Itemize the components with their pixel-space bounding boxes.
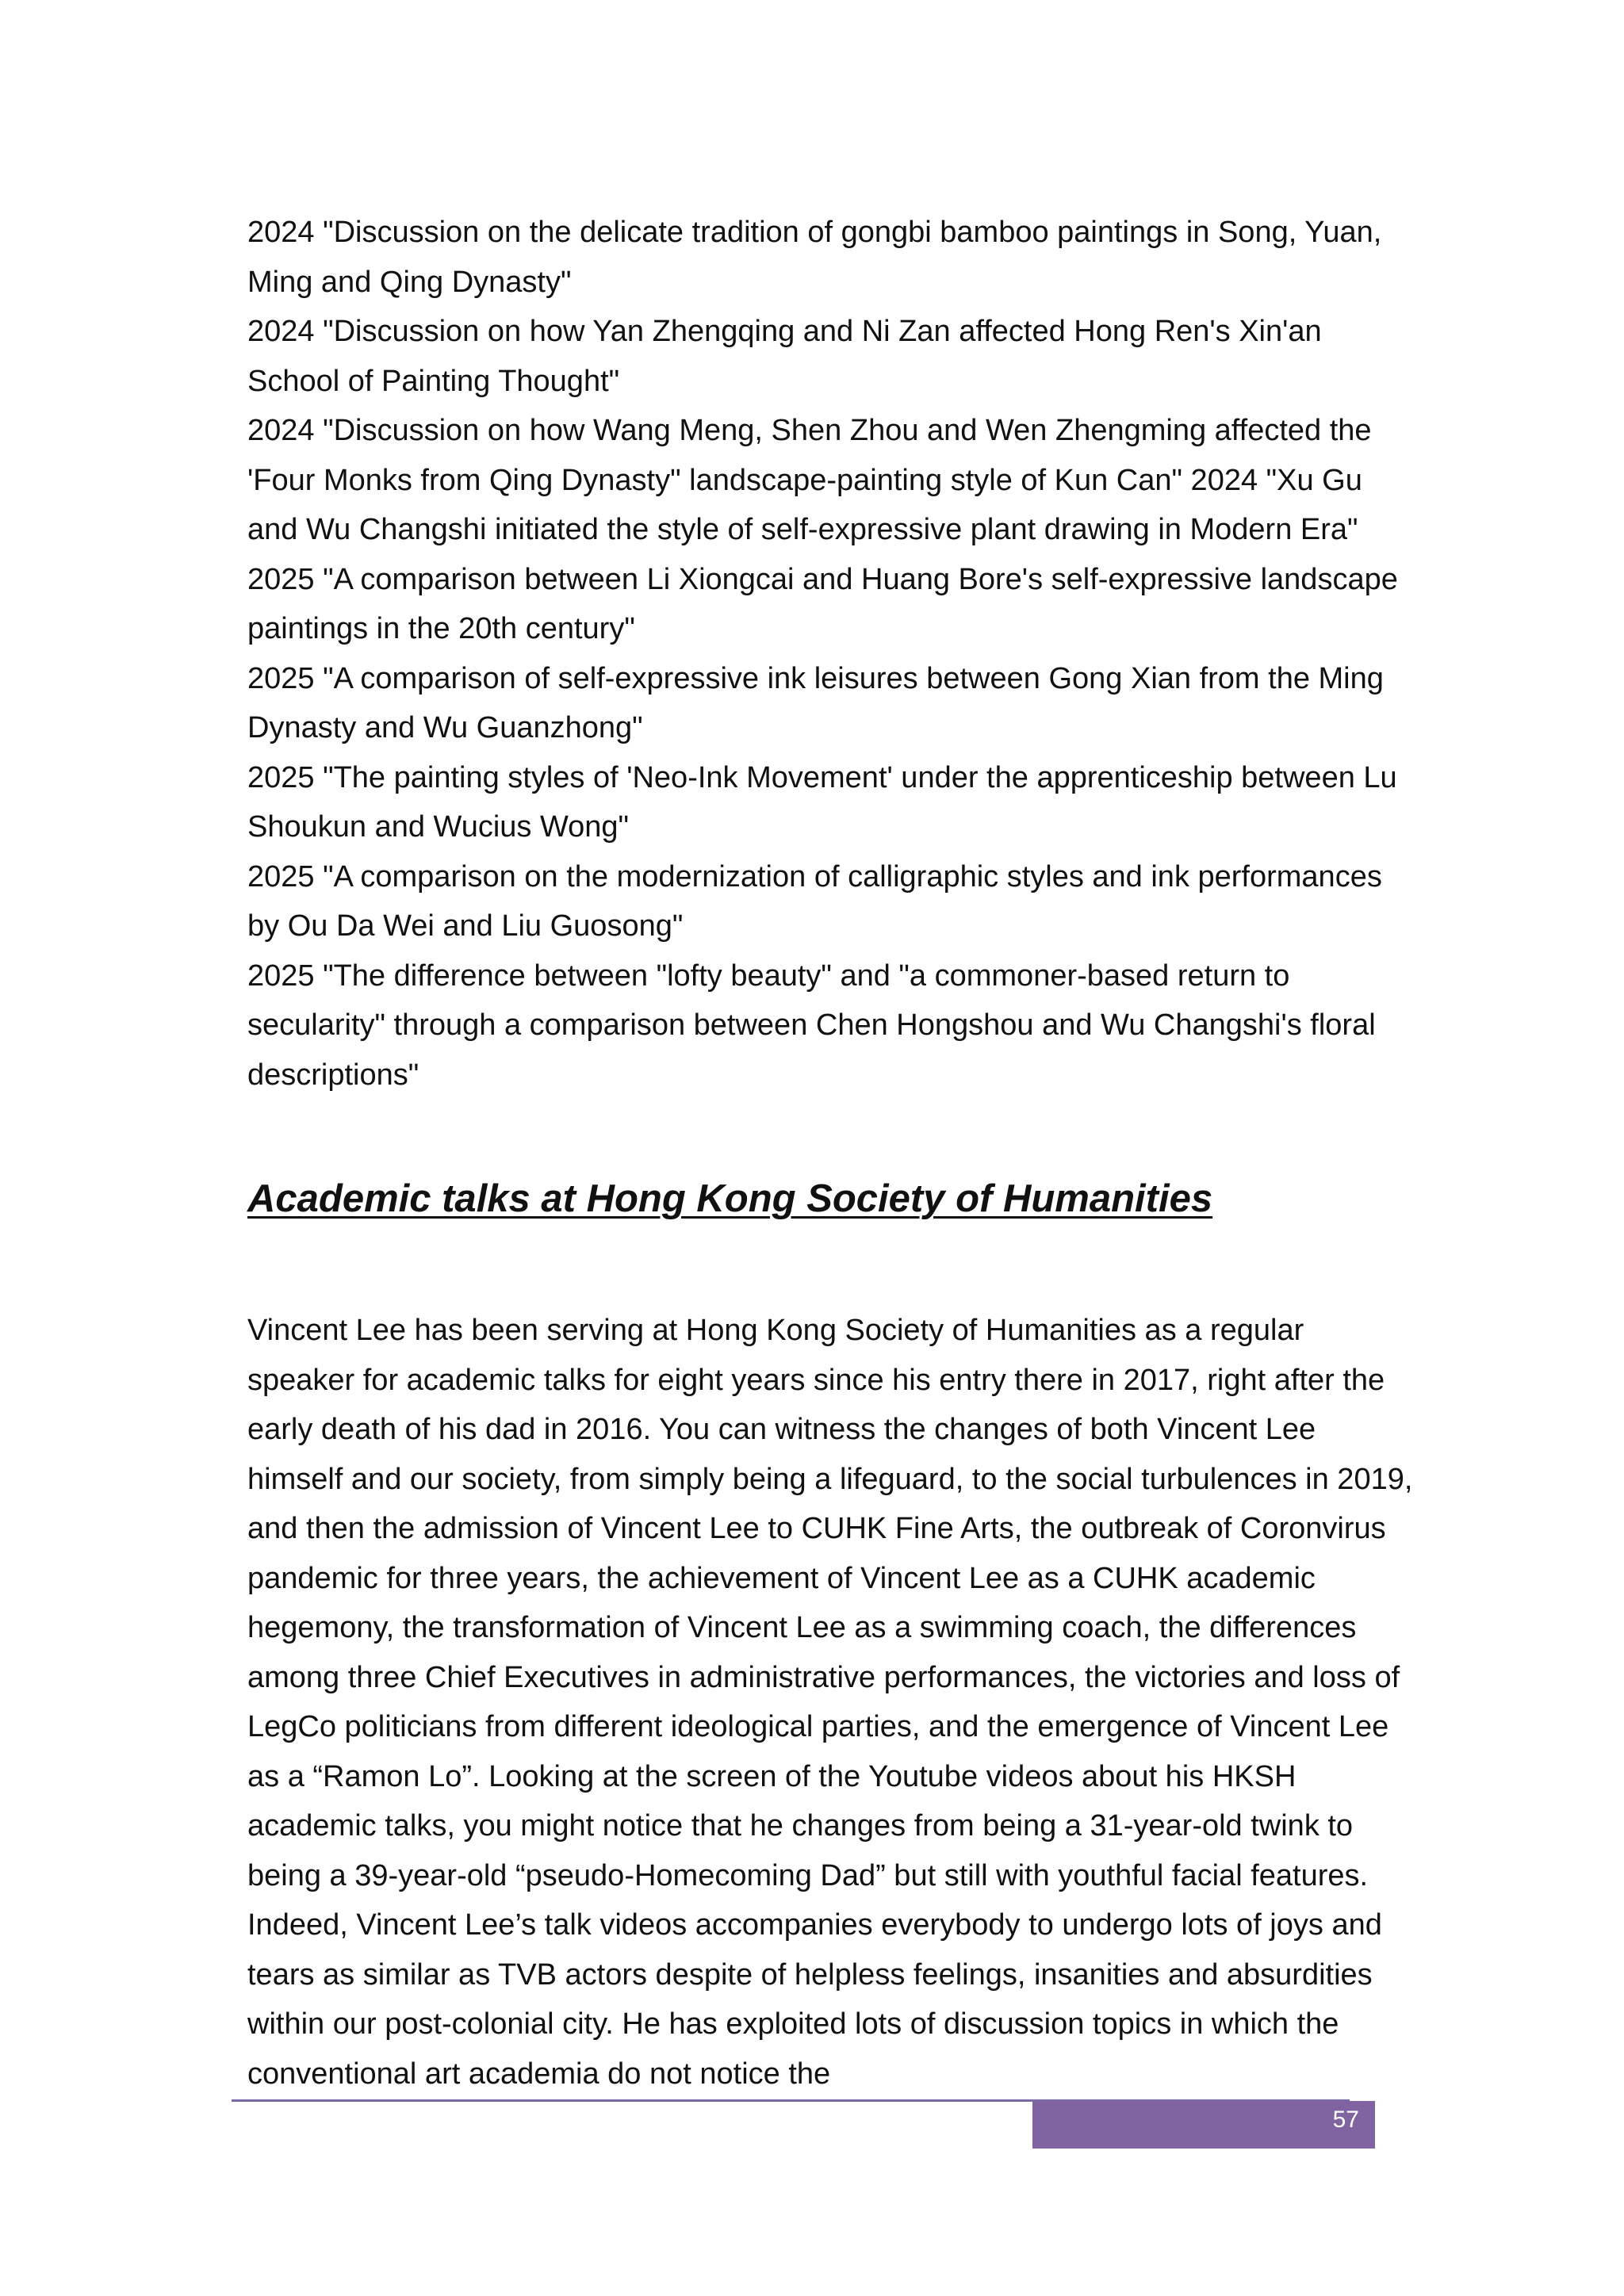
talk-entry: 2025 "The painting styles of 'Neo-Ink Movement' under the apprenticeship between Lu Shoukun and Wucius Wong"	[247, 760, 1397, 844]
page-number-badge	[1032, 2101, 1375, 2149]
talk-entry: 2025 "A comparison between Li Xiongcai and Huang Bore's self-expressive landscape paintings in the 20th century"	[247, 562, 1398, 645]
page-number: 57	[1332, 2107, 1359, 2133]
talk-entry: 2025 "A comparison of self-expressive ink leisures between Gong Xian from the Ming Dynasty and Wu Guanzhong"	[247, 661, 1384, 744]
talk-entry: 2025 "A comparison on the modernization of calligraphic styles and ink performances by Ou Da Wei and Liu Guosong"	[247, 859, 1382, 943]
section-heading: Academic talks at Hong Kong Society of Humanities	[247, 1177, 1213, 1220]
talk-entry: 2024 "Discussion on how Wang Meng, Shen Zhou and Wen Zhengming affected the 'Four Monks from Qing Dynasty" landscape-painting style of Kun Can" 2024 "Xu Gu and Wu Changshi initiated the style of self-expressive plant drawing in Modern Era"	[247, 414, 1372, 546]
talk-entry: 2024 "Discussion on the delicate tradition of gongbi bamboo paintings in Song, Yuan, Ming and Qing Dynasty"	[247, 216, 1382, 299]
talk-list	[247, 208, 1413, 1100]
page-content	[247, 208, 1413, 2099]
talk-entry: 2024 "Discussion on how Yan Zhengqing and Ni Zan affected Hong Ren's Xin'an School of Painting Thought"	[247, 315, 1322, 398]
body-paragraph: Vincent Lee has been serving at Hong Kong Society of Humanities as a regular speaker for academic talks for eight years since his entry there in 2017, right after the early death of his dad in 2016. You can witness the changes of both Vincent Lee himself and our society, from simply being a lifeguard, to the social turbulences in 2019, and then the admission of Vincent Lee to CUHK Fine Arts, the outbreak of Coronvirus pandemic for three years, the achievement of Vincent Lee as a CUHK academic hegemony, the transformation of Vincent Lee as a swimming coach, the differences among three Chief Executives in administrative performances, the victories and loss of LegCo politicians from different ideological parties, and the emergence of Vincent Lee as a “Ramon Lo”. Looking at the screen of the Youtube videos about his HKSH academic talks, you might notice that he changes from being a 31-year-old twink to being a 39-year-old “pseudo-Homecoming Dad” but still with youthful facial features. Indeed, Vincent Lee’s talk videos accompanies everybody to undergo lots of joys and tears as similar as TVB actors despite of helpless feelings, insanities and absurdities within our post-colonial city. He has exploited lots of discussion topics in which the conventional art academia do not notice the	[247, 1314, 1413, 2091]
talk-entry: 2025 "The difference between "lofty beauty" and "a commoner-based return to secularity" through a comparison between Chen Hongshou and Wu Changshi's floral descriptions"	[247, 959, 1376, 1092]
